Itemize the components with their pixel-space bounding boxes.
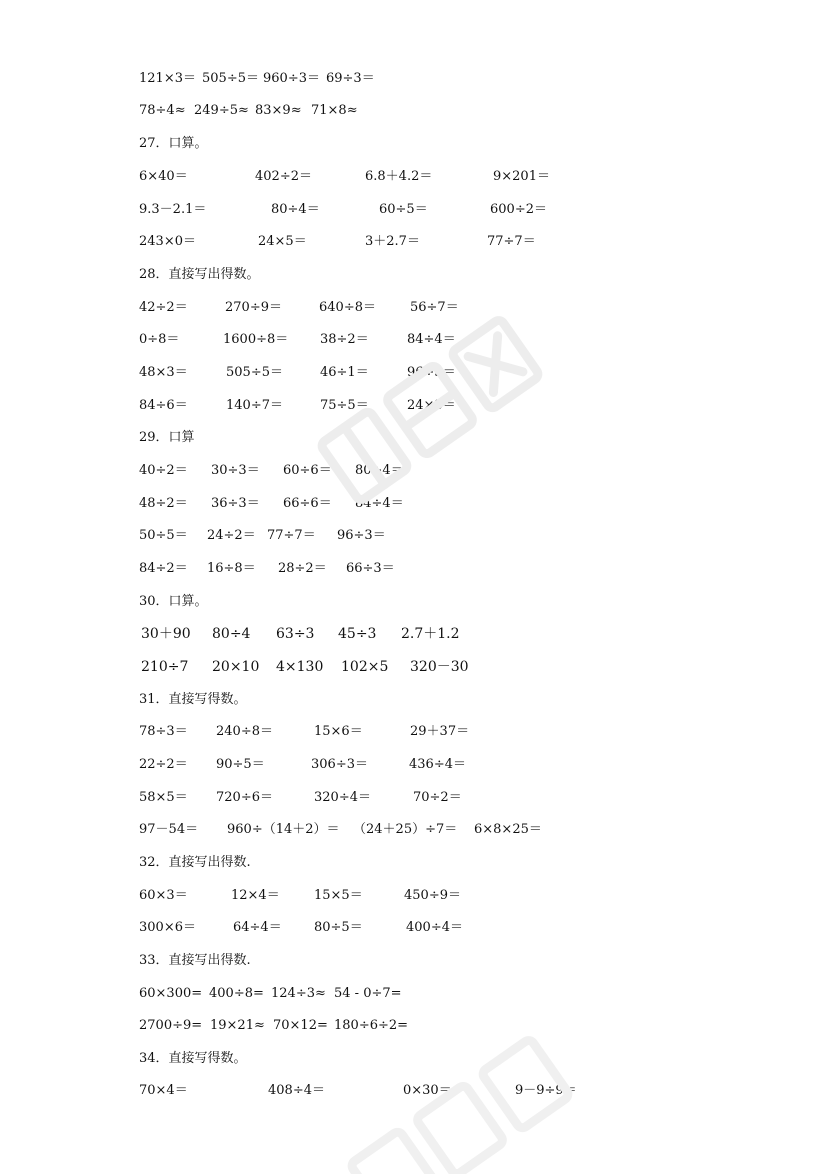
exercise-item: 84÷4＝ — [407, 332, 456, 347]
exercise-item: 60÷5＝ — [379, 202, 428, 217]
exercise-item: 1600÷8＝ — [223, 332, 289, 347]
exercise-item: 9.3－2.1＝ — [139, 202, 207, 217]
exercise-item: 249÷5≈ — [194, 103, 249, 118]
exercise-item: 96÷3＝ — [407, 365, 456, 380]
exercise-item: 16÷8＝ — [207, 561, 256, 576]
exercise-item: 40÷2＝ — [139, 463, 188, 478]
exercise-item: 2700÷9= — [139, 1018, 203, 1033]
exercise-item: 64÷4＝ — [233, 920, 282, 935]
exercise-item: 24÷2＝ — [207, 528, 256, 543]
exercise-item: 402÷2＝ — [255, 169, 312, 184]
exercise-item: 63÷3 — [276, 626, 315, 642]
exercise-item: 48×3＝ — [139, 365, 188, 380]
exercise-item: 42÷2＝ — [139, 300, 188, 315]
exercise-item: 78÷4≈ — [139, 103, 186, 118]
exercise-item: 15×5＝ — [314, 888, 363, 903]
exercise-item: 70×12= — [273, 1018, 328, 1033]
exercise-item: 140÷7＝ — [226, 398, 283, 413]
exercise-item: 4×130 — [276, 659, 324, 675]
exercise-item: 29＋37＝ — [410, 724, 470, 739]
exercise-item: 240÷8＝ — [216, 724, 273, 739]
exercise-item: 77÷7＝ — [487, 234, 536, 249]
exercise-item: 60÷6＝ — [283, 463, 332, 478]
exercise-item: 270÷9＝ — [225, 300, 282, 315]
exercise-item: 400÷4＝ — [406, 920, 463, 935]
exercise-item: 70×4＝ — [139, 1083, 188, 1098]
exercise-item: 36÷3＝ — [211, 496, 260, 511]
section-heading-29: 29．口算 — [139, 430, 195, 445]
exercise-item: 320÷4＝ — [314, 790, 371, 805]
exercise-item: 102×5 — [341, 659, 389, 675]
section-heading-34: 34．直接写得数。 — [139, 1051, 247, 1066]
exercise-item: 505÷5＝ — [202, 71, 259, 86]
exercise-item: 180÷6÷2= — [334, 1018, 409, 1033]
exercise-item: 24×3＝ — [407, 398, 456, 413]
exercise-item: 56÷7＝ — [410, 300, 459, 315]
section-heading-32: 32．直接写出得数. — [139, 855, 251, 870]
exercise-item: （24＋25）÷7＝ — [353, 822, 458, 837]
exercise-item: 3＋2.7＝ — [365, 234, 420, 249]
exercise-item: 66÷3＝ — [346, 561, 395, 576]
exercise-item: 960÷（14＋2）＝ — [227, 822, 340, 837]
exercise-item: 70÷2＝ — [413, 790, 462, 805]
exercise-item: 20×10 — [212, 659, 260, 675]
exercise-item: 45÷3 — [338, 626, 377, 642]
section-heading-33: 33．直接写出得数. — [139, 953, 251, 968]
exercise-item: 408÷4＝ — [268, 1083, 325, 1098]
exercise-item: 243×0＝ — [139, 234, 196, 249]
exercise-item: 24×5＝ — [258, 234, 307, 249]
exercise-item: 60×300= — [139, 986, 203, 1001]
section-heading-27: 27．口算。 — [139, 136, 208, 151]
exercise-item: 15×6＝ — [314, 724, 363, 739]
exercise-item: 22÷2＝ — [139, 757, 188, 772]
exercise-item: 80÷4＝ — [355, 463, 404, 478]
exercise-item: 300×6＝ — [139, 920, 196, 935]
exercise-item: 77÷7＝ — [267, 528, 316, 543]
exercise-item: 320－30 — [410, 659, 469, 675]
exercise-item: 84÷2＝ — [139, 561, 188, 576]
exercise-item: 436÷4＝ — [409, 757, 466, 772]
exercise-item: 38÷2＝ — [320, 332, 369, 347]
exercise-item: 121×3＝ — [139, 71, 196, 86]
exercise-item: 80÷4＝ — [271, 202, 320, 217]
exercise-item: 54 - 0÷7= — [334, 986, 402, 1001]
exercise-item: 960÷3＝ — [263, 71, 320, 86]
exercise-item: 90÷5＝ — [216, 757, 265, 772]
exercise-item: 600÷2＝ — [490, 202, 547, 217]
exercise-item: 50÷5＝ — [139, 528, 188, 543]
exercise-item: 83×9≈ — [255, 103, 302, 118]
exercise-item: 48÷2＝ — [139, 496, 188, 511]
exercise-item: 210÷7 — [141, 659, 189, 675]
exercise-item: 30÷3＝ — [211, 463, 260, 478]
exercise-item: 505÷5＝ — [226, 365, 283, 380]
exercise-item: 19×21≈ — [210, 1018, 265, 1033]
exercise-item: 720÷6＝ — [216, 790, 273, 805]
exercise-item: 58×5＝ — [139, 790, 188, 805]
section-heading-31: 31．直接写得数。 — [139, 692, 247, 707]
exercise-item: 80÷4 — [212, 626, 251, 642]
exercise-item: 450÷9＝ — [404, 888, 461, 903]
exercise-item: 28÷2＝ — [278, 561, 327, 576]
exercise-item: 0×30＝ — [403, 1083, 452, 1098]
exercise-item: 75÷5＝ — [320, 398, 369, 413]
exercise-item: 97－54＝ — [139, 822, 199, 837]
exercise-item: 78÷3＝ — [139, 724, 188, 739]
exercise-item: 46÷1＝ — [320, 365, 369, 380]
exercise-item: 6.8＋4.2＝ — [365, 169, 433, 184]
exercise-item: 0÷8＝ — [139, 332, 180, 347]
section-heading-28: 28．直接写出得数。 — [139, 267, 260, 282]
exercise-item: 9－9÷9＝ — [515, 1083, 577, 1098]
exercise-item: 400÷8= — [209, 986, 264, 1001]
exercise-item: 66÷6＝ — [283, 496, 332, 511]
exercise-item: 30＋90 — [141, 626, 191, 642]
exercise-item: 80÷5＝ — [314, 920, 363, 935]
exercise-item: 306÷3＝ — [311, 757, 368, 772]
exercise-item: 84÷6＝ — [139, 398, 188, 413]
exercise-item: 6×8×25＝ — [474, 822, 542, 837]
exercise-item: 2.7＋1.2 — [401, 626, 460, 642]
exercise-item: 12×4＝ — [231, 888, 280, 903]
exercise-item: 69÷3＝ — [326, 71, 375, 86]
exercise-item: 124÷3≈ — [271, 986, 326, 1001]
exercise-item: 9×201＝ — [493, 169, 550, 184]
exercise-item: 60×3＝ — [139, 888, 188, 903]
exercise-item: 6×40＝ — [139, 169, 188, 184]
exercise-item: 71×8≈ — [311, 103, 358, 118]
exercise-item: 96÷3＝ — [337, 528, 386, 543]
exercise-item: 84÷4＝ — [355, 496, 404, 511]
section-heading-30: 30．口算。 — [139, 594, 208, 609]
exercise-item: 640÷8＝ — [319, 300, 376, 315]
